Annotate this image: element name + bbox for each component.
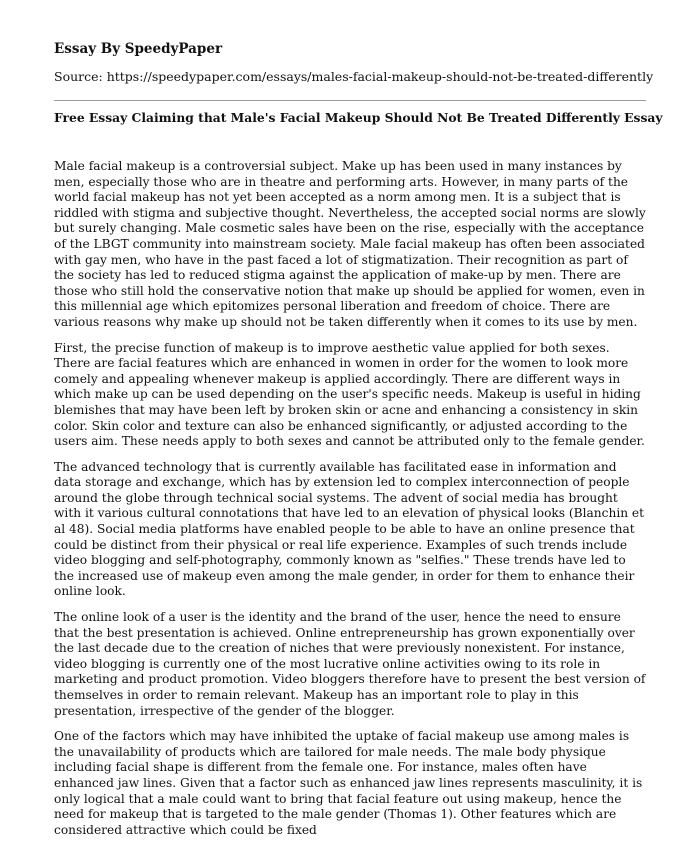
paragraph: One of the factors which may have inhibited the uptake of facial makeup use among males is the unavailability of products which are tailored for male needs. The male body physique including facial shape is different from the female one. For instance, males often have enhanced jaw lines. Given that a factor such as enhanced jaw lines represents masculinity, it is only logical that a male could want to bring that facial feature out using makeup, hence the need for makeup that is targeted to the male gender (Thomas 1). Other features which are considered attractive which could be fixed bbox=[54, 729, 643, 837]
paragraph: The online look of a user is the identity and the brand of the user, hence the need to ensure that the best presentation is achieved. Online entrepreneurship has grown exponentially over the last decade due to the creation of niches that were previously nonexistent. For instance, video blogging is currently one of the most lucrative online activities owing to its role in marketing and product promotion. Video bloggers therefore have to present the best version of themselves in order to remain relevant. Makeup has an important role to play in this presentation, irrespective of the gender of the blogger. bbox=[54, 610, 646, 718]
essay-title: Free Essay Claiming that Male's Facial Makeup Should Not Be Treated Differently Essay bbox=[54, 110, 663, 125]
paragraph: Male facial makeup is a controversial subject. Make up has been used in many instances by men, especially those who are in theatre and performing arts. However, in many parts of the world facial makeup has not yet been accepted as a norm among men. It is a subject that is riddled with stigma and subjective thought. Nevertheless, the accepted social norms are slowly but surely changing. Male cosmetic sales have been on the rise, especially with the acceptance of the LBGT community into mainstream society. Male facial makeup has often been associated with gay men, who have in the past faced a lot of stigmatization. Their recognition as part of the society has led to reduced stigma against the application of make-up by men. There are those who still hold the conservative notion that make up should be applied for women, even in this millennial age which epitomizes personal liberation and freedom of choice. There are various reasons why make up should not be taken differently when it comes to its use by men. bbox=[54, 159, 646, 329]
essay-body bbox=[54, 159, 646, 838]
paragraph: The advanced technology that is currently available has facilitated ease in information and data storage and exchange, which has by extension led to complex interconnection of people around the globe through technical social systems. The advent of social media has brought with it various cultural connotations that have led to an elevation of physical looks (Blanchin et al 48). Social media platforms have enabled people to be able to have an online presence that could be distinct from their physical or real life experience. Examples of such trends include video blogging and self-photography, commonly known as "selfies." These trends have led to the increased use of makeup even among the male gender, in order for them to enhance their online look. bbox=[54, 459, 645, 599]
paragraph: First, the precise function of makeup is to improve aesthetic value applied for both sexes. There are facial features which are enhanced in women in order for the women to look more comely and appealing whenever makeup is applied accordingly. There are different ways in which make up can be used depending on the user's specific needs. Makeup is useful in hiding blemishes that may have been left by broken skin or acne and enhancing a consistency in skin color. Skin color and texture can also be enhanced significantly, or adjusted according to the users aim. These needs apply to both sexes and cannot be attributed only to the female gender. bbox=[54, 340, 645, 449]
header-divider bbox=[54, 100, 646, 101]
source-line: Source: https://speedypaper.com/essays/males-facial-makeup-should-not-be-treated-differently bbox=[54, 69, 654, 84]
document-header-title: Essay By SpeedyPaper bbox=[54, 41, 223, 57]
